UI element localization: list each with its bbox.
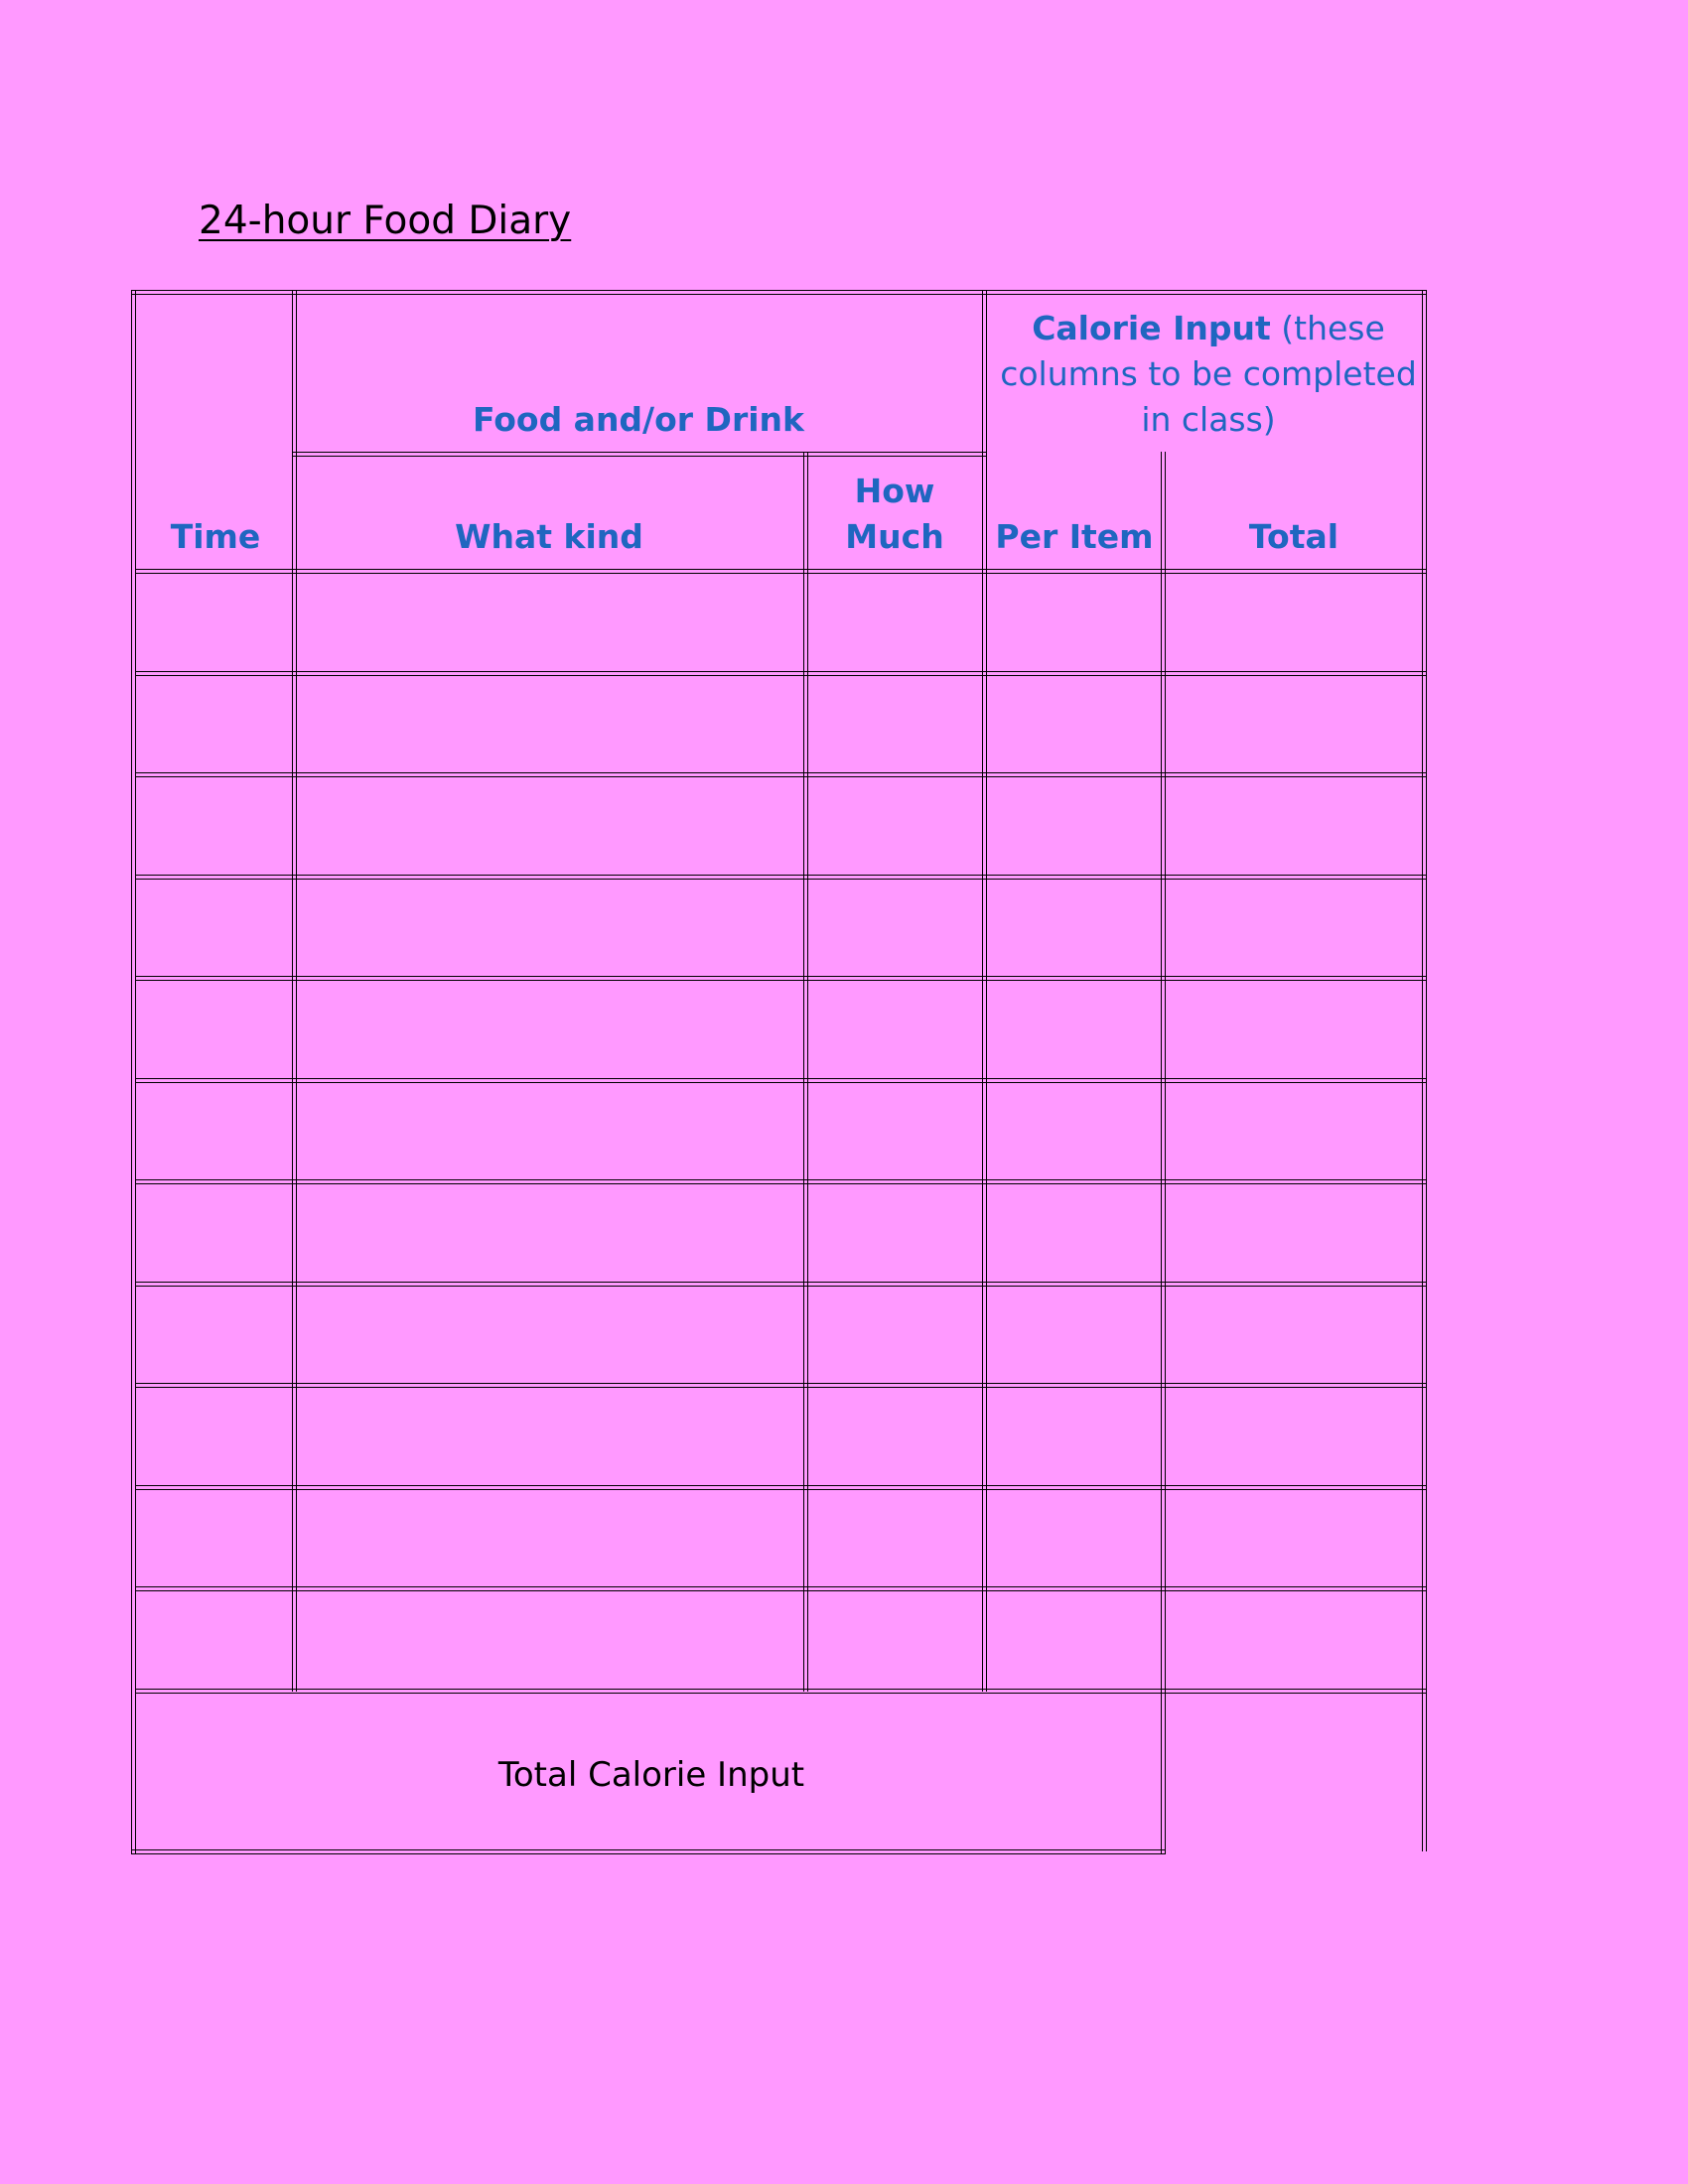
time-cell[interactable] [136,1388,292,1485]
total-cell[interactable] [1166,574,1422,671]
time-cell[interactable] [136,777,292,875]
per-item-cell[interactable] [987,1083,1161,1180]
per-item-cell[interactable] [987,880,1161,977]
how-much-cell[interactable] [808,1287,982,1384]
food-group-divider [292,452,987,457]
how-much-cell[interactable] [808,676,982,773]
how-much-cell[interactable] [808,574,982,671]
what-kind-cell[interactable] [297,676,803,773]
total-cell[interactable] [1166,676,1422,773]
what-kind-cell[interactable] [297,880,803,977]
header-what-kind: What kind [455,517,643,556]
what-kind-cell[interactable] [297,1490,803,1587]
how-much-cell[interactable] [808,880,982,977]
per-item-cell[interactable] [987,1388,1161,1485]
per-item-cell[interactable] [987,1591,1161,1689]
time-cell[interactable] [136,1083,292,1180]
per-item-cell[interactable] [987,777,1161,875]
header-per-item: Per Item [995,517,1154,556]
time-cell[interactable] [136,981,292,1078]
header-time: Time [170,517,261,556]
per-item-cell[interactable] [987,1490,1161,1587]
how-much-cell[interactable] [808,1184,982,1282]
what-kind-cell[interactable] [297,777,803,875]
time-cell[interactable] [136,1287,292,1384]
per-item-cell[interactable] [987,574,1161,671]
what-kind-cell[interactable] [297,1591,803,1689]
time-cell[interactable] [136,1184,292,1282]
total-cell[interactable] [1166,1184,1422,1282]
per-item-cell[interactable] [987,981,1161,1078]
food-diary-table [131,290,1427,1858]
total-cell[interactable] [1166,1287,1422,1384]
header-calorie-input: Calorie Input (these columns to be completed in class) [1000,309,1417,439]
per-item-cell[interactable] [987,1287,1161,1384]
total-cell[interactable] [1166,777,1422,875]
total-cell[interactable] [1166,981,1422,1078]
table-top-border [131,290,1427,295]
per-item-cell[interactable] [987,1184,1161,1282]
row-divider [136,1689,1427,1694]
total-cell[interactable] [1166,1490,1422,1587]
what-kind-cell[interactable] [297,1287,803,1384]
time-cell[interactable] [136,1591,292,1689]
how-much-cell[interactable] [808,1083,982,1180]
what-kind-cell[interactable] [297,574,803,671]
footer-total-calorie-input-label: Total Calorie Input [497,1755,805,1795]
what-kind-cell[interactable] [297,1083,803,1180]
how-much-cell[interactable] [808,1591,982,1689]
total-cell[interactable] [1166,1591,1422,1689]
table-right-border [1422,290,1427,1851]
total-cell[interactable] [1166,880,1422,977]
table-bottom-border [131,1849,1166,1854]
header-food-and-drink: Food and/or Drink [473,400,804,439]
how-much-cell[interactable] [808,777,982,875]
time-cell[interactable] [136,880,292,977]
time-cell[interactable] [136,676,292,773]
total-cell[interactable] [1166,1388,1422,1485]
what-kind-cell[interactable] [297,981,803,1078]
what-kind-cell[interactable] [297,1184,803,1282]
how-much-cell[interactable] [808,1490,982,1587]
per-item-cell[interactable] [987,676,1161,773]
how-much-cell[interactable] [808,981,982,1078]
time-cell[interactable] [136,1490,292,1587]
how-much-cell[interactable] [808,1388,982,1485]
what-kind-cell[interactable] [297,1388,803,1485]
header-how-much: How Much [845,472,944,556]
footer-total-value-cell[interactable] [1169,1696,1421,1854]
page-title: 24-hour Food Diary [199,199,572,243]
total-cell[interactable] [1166,1083,1422,1180]
time-cell[interactable] [136,574,292,671]
header-total: Total [1248,517,1339,556]
